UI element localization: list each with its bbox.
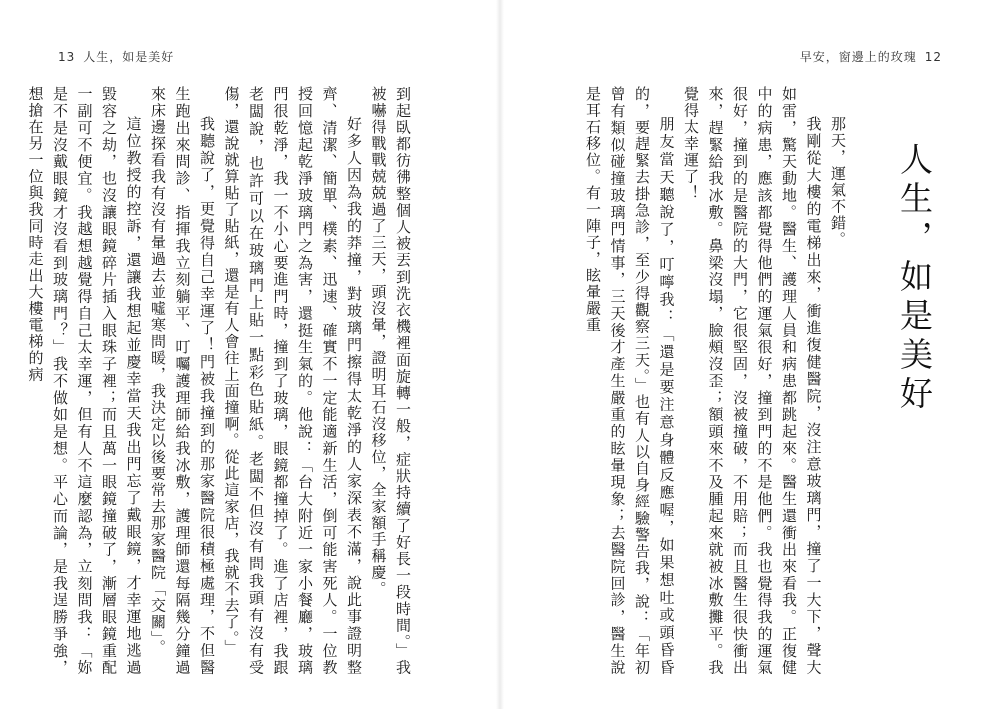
right-paragraph-1: 那天，運氣不錯。 (829, 116, 847, 248)
right-body-text (584, 86, 850, 676)
right-running-head-title: 早安，窗邊上的玫瑰 (799, 50, 917, 64)
left-page-number: 13 (58, 50, 76, 64)
left-paragraph-2: 好多人因為我的莽撞，對玻璃門擦得太乾淨的人家深表不滿，說此事證明整齊、清潔、簡單、樸素、迅速、確實不一定能適新生活，倒可能害死人。一位教授回憶起乾淨玻璃門之為害，還挺生氣的。他說：「台大附近一家小餐廳，玻璃門很乾淨，我一不小心要進門時，撞到了玻璃，眼鏡都撞掉了。進了店裡，我跟老闆說，也許可以在玻璃門上貼一點彩色貼紙。老闆不但沒有問我頭有沒有受傷，還說就算貼了貼紙，還是有人會往上面撞啊。從此這家店，我就不去了。」 (222, 86, 363, 676)
left-running-head-title: 人生，如是美好 (83, 50, 175, 64)
left-running-head (58, 48, 174, 65)
left-body-text (26, 86, 415, 676)
left-page (0, 0, 498, 709)
right-paragraph-3: 朋友當天聽說了，叮嚀我：「還是要注意身體反應喔，如果想吐或頭昏昏的，要趕緊去掛急診，至少得觀察三天。」也有人以自身經驗警告我，說：「年初曾有類似碰撞玻璃門情事，三天後才產生嚴重的眩暈現象；去醫院回診，醫生說是耳石移位。有一陣子，眩暈嚴重 (584, 86, 676, 676)
right-paragraph-2: 我剛從大樓的電梯出來，衝進復健醫院，沒注意玻璃門，撞了一大下，聲大如雷，驚天動地。醫生、護理人員和病患都跳起來。醫生還衝出來看我。正復健中的病患，應該都覺得他們的運氣很好，撞到門的不是他們。我也覺得我的運氣很好，撞到的是醫院的大門，它很堅固，沒被撞破，不用賠；而且醫生很快衝出來，趕緊給我冰敷。鼻梁沒塌，臉頰沒歪；額頭來不及腫起來就被冰敷攤平。我覺得太幸運了！ (682, 86, 823, 676)
left-paragraph-1: 到起臥都彷彿整個人被丟到洗衣機裡面旋轉一般，症狀持續了好長一段時間。」我被嚇得戰戰兢兢過了三天，頭沒暈，證明耳石沒移位，全家額手稱慶。 (369, 86, 412, 676)
right-page (502, 0, 1000, 709)
right-running-head (800, 48, 942, 65)
chapter-title: 人生，如是美好 (895, 142, 934, 415)
left-paragraph-3: 我聽說了，更覺得自己幸運了！門被我撞到的那家醫院很積極處理，不但醫生跑出來問診、指揮我立刻躺平、叮囑護理師給我冰敷，護理師還每隔幾分鐘過來床邊探看我有沒有暈過去並噓寒問暖，我決定以後要常去那家醫院「交關」。 (149, 86, 216, 676)
right-page-number: 12 (924, 50, 942, 64)
left-paragraph-4: 這位教授的控訴，還讓我想起並慶幸當天我出門忘了戴眼鏡，才幸運地逃過毀容之劫，也沒讓眼鏡碎片插入眼珠子裡；而且萬一眼鏡撞破了，漸層眼鏡重配一副可不便宜。我越想越覺得自己太幸運，但有人不這麼認為，立刻問我：「妳是不是沒戴眼鏡才沒看到玻璃門？」我不做如是想。平心而論，是我逞勝爭強，想搶在另一位與我同時走出大樓電梯的病 (26, 86, 143, 676)
